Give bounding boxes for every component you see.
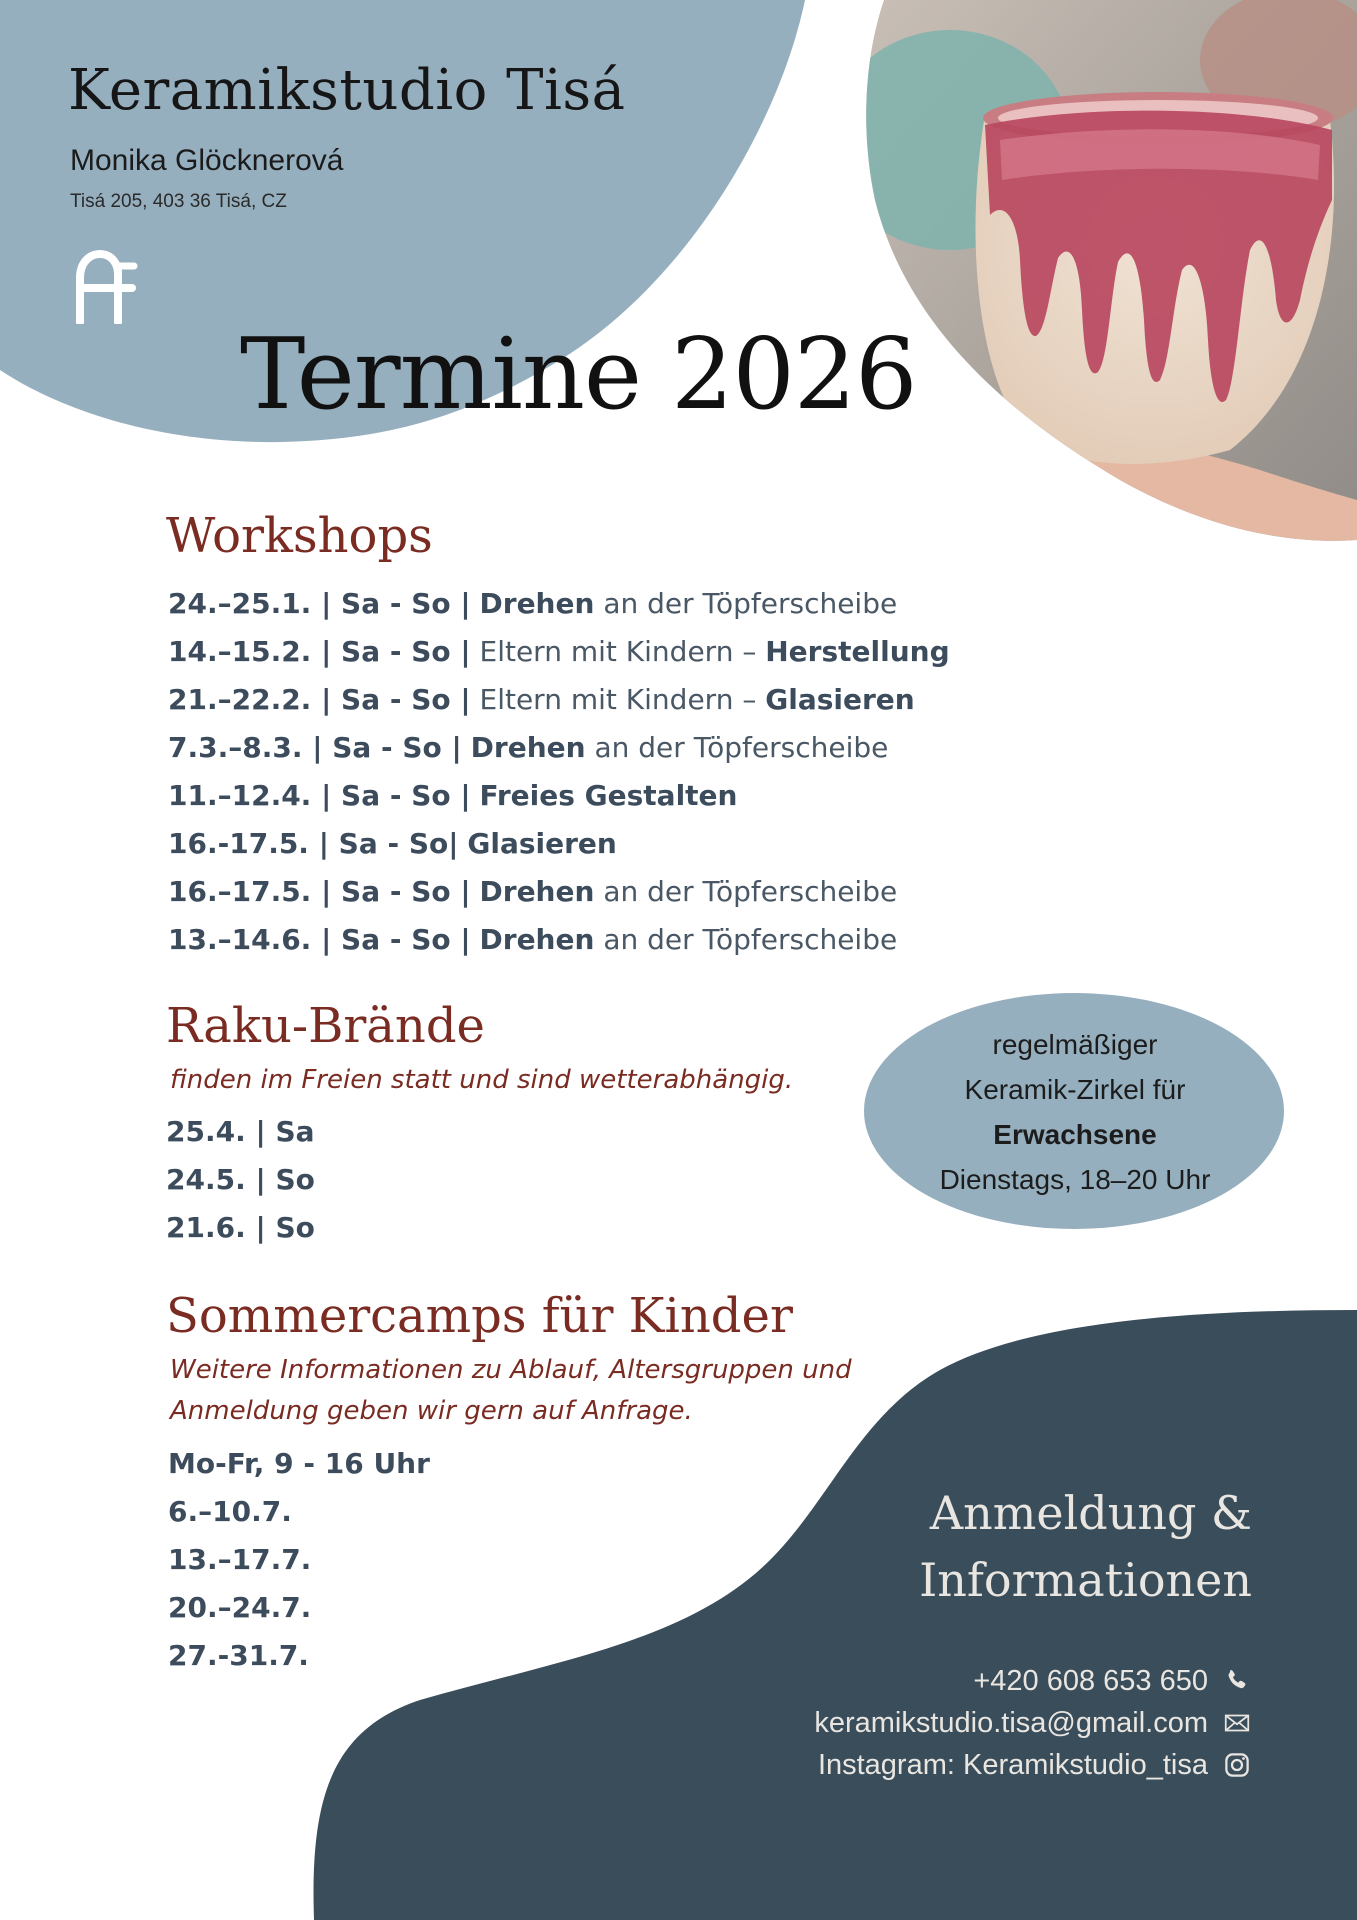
- workshop-type: Herstellung: [765, 635, 950, 668]
- instagram-handle[interactable]: Instagram: Keramikstudio_tisa: [817, 1749, 1208, 1781]
- summercamps-note-line-1: Weitere Informationen zu Ablauf, Altersgruppen und: [170, 1355, 852, 1385]
- raku-heading: Raku-Brände: [166, 998, 485, 1054]
- list-item: 21.–22.2. | Sa - So | Eltern mit Kindern – Glasieren: [168, 683, 915, 716]
- workshop-type: Drehen: [479, 923, 595, 956]
- summercamps-heading: Sommercamps für Kinder: [166, 1288, 793, 1344]
- list-item: 13.–14.6. | Sa - So | Drehen an der Töpferscheibe: [168, 923, 898, 956]
- workshop-date: 7.3.–8.3. | Sa - So |: [168, 731, 462, 764]
- list-item: 25.4. | Sa: [166, 1115, 315, 1148]
- workshop-date: 11.–12.4. | Sa - So |: [168, 779, 471, 812]
- contact-phone[interactable]: [973, 1660, 1252, 1702]
- circle-line-2: Keramik-Zirkel für: [964, 1074, 1186, 1105]
- workshop-date: 16.-17.5. | Sa - So|: [168, 827, 459, 860]
- workshop-type: Freies Gestalten: [479, 779, 738, 812]
- workshop-date: 16.–17.5. | Sa - So |: [168, 875, 471, 908]
- summercamps-hours: Mo-Fr, 9 - 16 Uhr: [168, 1447, 430, 1480]
- ceramic-cup-photo: [830, 0, 1357, 560]
- contact-heading-line-2: Informationen: [919, 1553, 1252, 1607]
- phone-number[interactable]: +420 608 653 650: [973, 1665, 1208, 1697]
- summercamps-dates-list: [168, 1440, 430, 1680]
- workshops-list: [168, 580, 950, 964]
- workshop-type: Glasieren: [765, 683, 915, 716]
- list-item: 14.–15.2. | Sa - So | Eltern mit Kindern – Herstellung: [168, 635, 950, 668]
- circle-info: [865, 1022, 1285, 1202]
- list-item: 6.–10.7.: [168, 1495, 292, 1528]
- list-item: 24.–25.1. | Sa - So | Drehen an der Töpferscheibe: [168, 587, 898, 620]
- instagram-icon: [1222, 1750, 1252, 1780]
- circle-line-1: regelmäßiger: [992, 1029, 1158, 1060]
- contact-email[interactable]: [814, 1702, 1252, 1744]
- list-item: 7.3.–8.3. | Sa - So | Drehen an der Töpferscheibe: [168, 731, 889, 764]
- page-title: Termine 2026: [240, 318, 917, 432]
- list-item: 27.-31.7.: [168, 1639, 309, 1672]
- workshop-date: 14.–15.2. | Sa - So |: [168, 635, 471, 668]
- list-item: [168, 772, 950, 820]
- workshop-type: Drehen: [479, 875, 595, 908]
- list-item: 16.–17.5. | Sa - So | Drehen an der Töpferscheibe: [168, 875, 898, 908]
- studio-name: Keramikstudio Tisá: [68, 58, 626, 123]
- list-item: 13.–17.7.: [168, 1543, 312, 1576]
- phone-icon: [1222, 1666, 1252, 1696]
- owner-name: Monika Glöcknerová: [70, 144, 344, 177]
- list-item: 24.5. | So: [166, 1163, 315, 1196]
- list-item: 20.–24.7.: [168, 1591, 312, 1624]
- workshop-date: 21.–22.2. | Sa - So |: [168, 683, 471, 716]
- workshop-type: Drehen: [479, 587, 595, 620]
- list-item: [168, 820, 950, 868]
- circle-line-4: Dienstags, 18–20 Uhr: [939, 1164, 1211, 1195]
- email-address[interactable]: keramikstudio.tisa@gmail.com: [814, 1707, 1208, 1739]
- studio-monogram-icon: [74, 248, 138, 328]
- contact-instagram[interactable]: [818, 1744, 1252, 1786]
- summercamps-note-line-2: Anmeldung geben wir gern auf Anfrage.: [170, 1396, 693, 1426]
- studio-address: Tisá 205, 403 36 Tisá, CZ: [70, 191, 287, 212]
- list-item: 21.6. | So: [166, 1211, 315, 1244]
- workshop-type: Glasieren: [467, 827, 617, 860]
- raku-note: finden im Freien statt und sind wetterabhängig.: [170, 1065, 794, 1095]
- contact-heading-line-1: Anmeldung &: [929, 1486, 1252, 1540]
- contact-heading: [919, 1480, 1252, 1614]
- workshops-heading: Workshops: [166, 508, 433, 564]
- envelope-icon: [1222, 1708, 1252, 1738]
- workshop-type: Drehen: [470, 731, 586, 764]
- raku-dates-list: [166, 1108, 315, 1252]
- circle-line-3: Erwachsene: [993, 1119, 1157, 1150]
- workshop-date: 13.–14.6. | Sa - So |: [168, 923, 471, 956]
- workshop-date: 24.–25.1. | Sa - So |: [168, 587, 471, 620]
